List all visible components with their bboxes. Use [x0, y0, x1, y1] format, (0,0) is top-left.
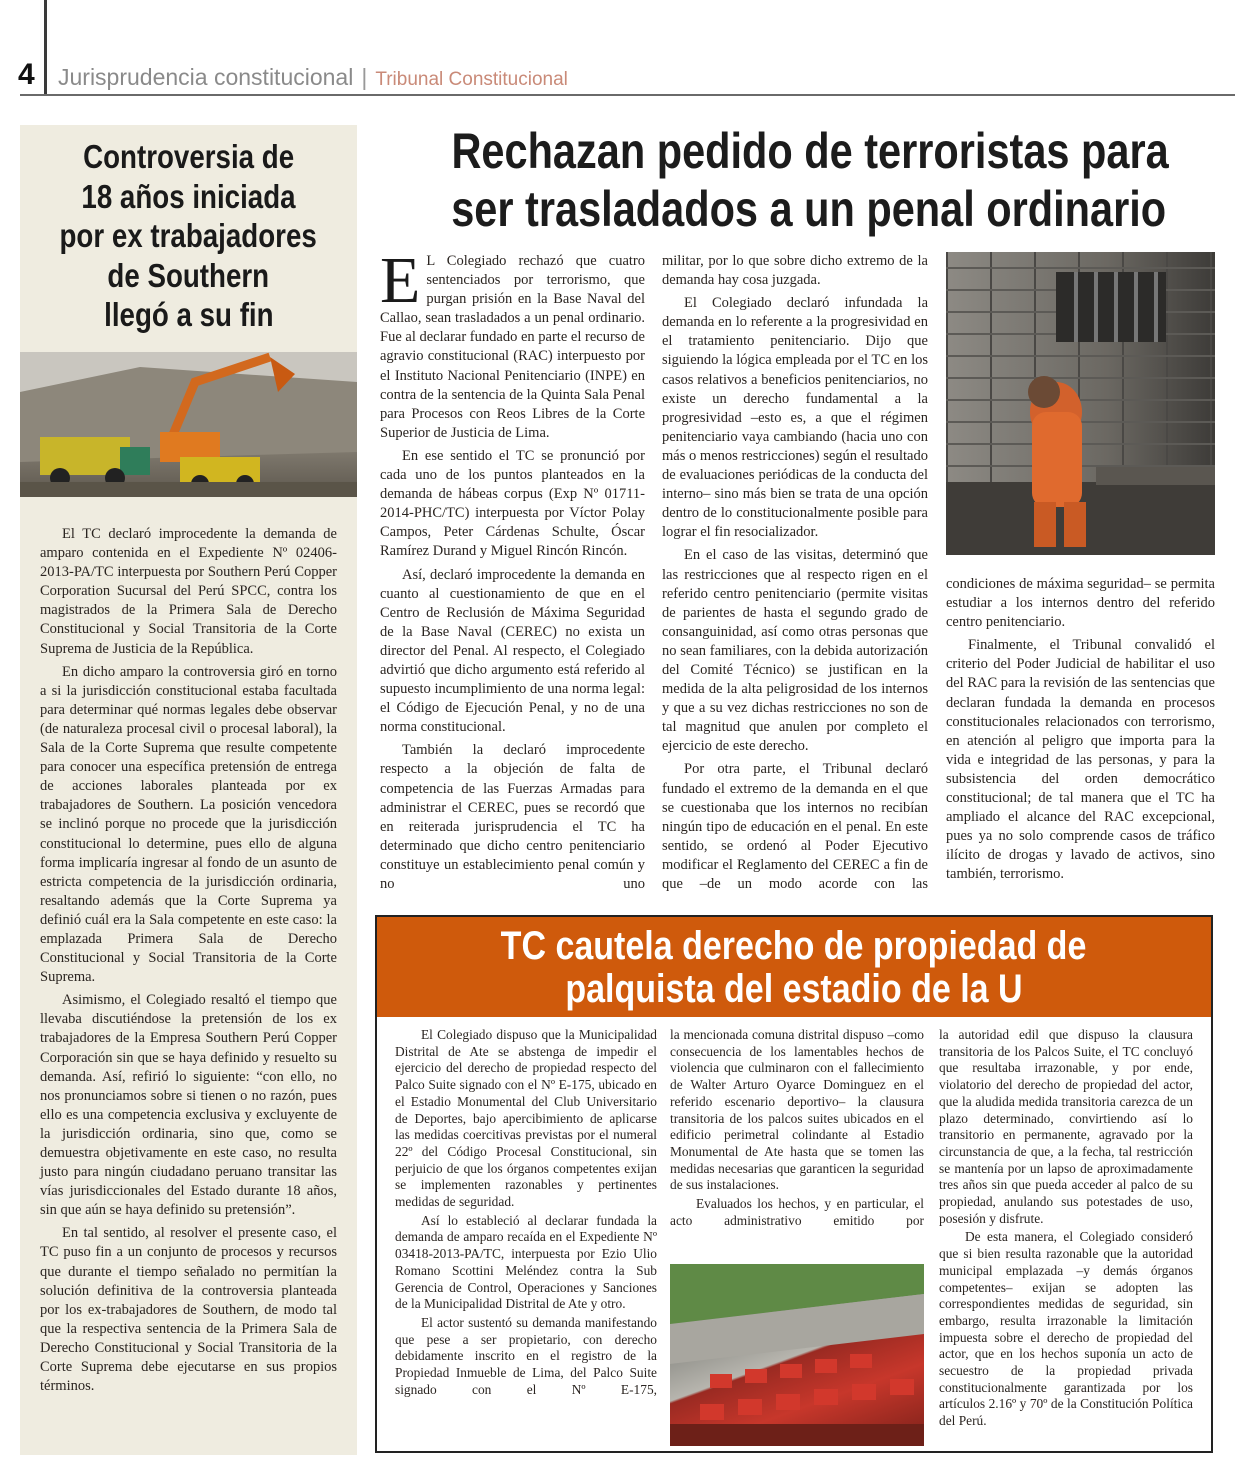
- boxed-article-header: [377, 917, 1211, 1017]
- paragraph: [380, 244, 645, 443]
- headline-line: ser trasladados a un penal ordinario: [451, 181, 1167, 237]
- headline-line: palquista del estadio de la U: [565, 967, 1023, 1011]
- headline-line: Rechazan pedido de terroristas para: [451, 123, 1169, 179]
- drop-cap: E: [380, 244, 421, 317]
- prisoner-photo: [946, 252, 1215, 555]
- section-subtitle: Tribunal Constitucional: [375, 69, 568, 90]
- paragraph: Finalmente, el Tribunal convalidó el criterio del Poder Judicial de habilitar el uso del RAC para la revisión de las sentencias que declaran fundada la demanda en procesos constitucionales relacionados con terrorismo, en atención al peligro que importa para la vida e integridad de las personas, y para la subsistencia del orden democrático constitucional; de tal manera que el TC ha ampliado el alcance del RAC excepcional, pues ya no solo comprende casos de tráfico ilícito de drogas y lavado de activos, sino también, terrorismo.: [946, 637, 1215, 883]
- boxed-article-headline: [377, 925, 1211, 1011]
- paragraph: El Colegiado dispuso que la Municipalidad Distrital de Ate se abstenga de impedir el ejercicio del derecho de propiedad respecto del Palco Suite signado con el Nº E-175, ubicado en el Estadio Monumental del Club Universitario de Deportes, bajo apercibimiento de aplicarse las medidas coercitivas previstas por el numeral 22º del Código Procesal Constitucional, sin perjuicio de que los órganos competentes exijan se implementen razonables y pertinentes medidas de seguridad.: [395, 1027, 657, 1210]
- boxed-article: [375, 915, 1213, 1453]
- paragraph: También la declaró improcedente respecto a la objeción de falta de competencia de las Fuerzas Armadas para administrar el CEREC, pues se recordó que en reiterada jurisprudencia el TC ha determinado que dicho centro penitenciario constituye un establecimiento penal común y no uno: [380, 742, 645, 892]
- paragraph: la autoridad edil que dispuso la clausura transitoria de los Palcos Suite, el TC concluyó que resultaba irrazonable, y por ende, violatorio del derecho de propiedad del actor, que la aludida medida transitoria carezca de un plazo determinado, convirtiendo así lo transitorio en permanente, agravado por la circunstancia de que, a la fecha, tal restricción se mantenía por un lapso de aproximadamente tres años sin que pueda acceder al palco de su propiedad, anulando sus potestades de uso, posesión y disfrute.: [939, 1027, 1193, 1226]
- main-article-column-1: [380, 244, 645, 894]
- header-vertical-rule: [44, 0, 47, 96]
- header-rule: [20, 94, 1235, 96]
- boxed-article-column-3: [939, 1027, 1193, 1430]
- paragraph: condiciones de máxima seguridad– se permita estudiar a los internos dentro del referido centro penitenciario.: [946, 576, 1215, 631]
- paragraph: Así lo estableció al declarar fundada la demanda de amparo recaída en el Expediente Nº 03418-2013-PA/TC, interpuesta por Ezio Ulio Romano Scottini Meléndez contra la Sub Gerencia de Control, Operaciones y Sanciones de la Municipalidad Distrital de Ate y otro.: [395, 1212, 657, 1312]
- section-separator: |: [361, 64, 368, 90]
- boxed-article-column-2: [670, 1027, 924, 1229]
- boxed-article-column-1: [395, 1027, 657, 1398]
- paragraph: Así, declaró improcedente la demanda en cuanto al cuestionamiento de que en el Centro de Reclusión de Máxima Seguridad de la Base Naval (CEREC) no exista un director del Penal. Al respecto, el Colegiado advirtió que dicho argumento está referido al supuesto incumplimiento de una norma legal: el Código de Ejecución Penal, y no de una norma constitucional.: [380, 566, 645, 736]
- headline-line: 18 años iniciada: [81, 177, 296, 215]
- paragraph: Por otra parte, el Tribunal declaró fundado el extremo de la demanda en el que se cuestionaba que los internos no recibían ningún tipo de educación en el penal. En este sentido, se ordenó al Poder Ejecutivo modificar el Reglamento del CEREC a fin de que –de un modo acorde con las: [662, 761, 928, 892]
- sidebar-body: [40, 525, 337, 1396]
- section-title: Jurisprudencia constitucional: [58, 64, 354, 90]
- paragraph: En ese sentido el TC se pronunció por cada uno de los puntos planteados en la demanda de hábeas corpus (Exp Nº 01711-2014-PHC/TC) interpuesta por Víctor Polay Campos, Peter Cárdenas Schulte, Óscar Ramírez Durand y Miguel Rincón Rincón.: [380, 447, 645, 560]
- page-number: 4: [18, 58, 35, 91]
- headline-line: llegó a su fin: [103, 296, 274, 333]
- paragraph: El actor sustentó su demanda manifestando que pese a ser propietario, con derecho debidamente inscrito en el registro de la Propiedad Inmueble de Lima, del Palco Suite signado con el Nº E-175,: [395, 1314, 657, 1397]
- headline-line: TC cautela derecho de propiedad de: [501, 924, 1087, 968]
- paragraph: militar, por lo que sobre dicho extremo de la demanda hay cosa juzgada.: [662, 253, 928, 289]
- headline-line: por ex trabajadores: [59, 217, 318, 254]
- stadium-illustration: [670, 1264, 924, 1446]
- paragraph: El Colegiado declaró infundada la demanda en lo referente a la progresividad en el tratamiento penitenciario. Dijo que siguiendo la lógica empleada por el TC en los casos relativos a beneficios penitenciarios, no existe un derecho fundamental a la progresividad –esto es, a que el régimen penitenciario vaya cambiando (hacia uno con más o menos restricciones) según el resultado de evaluaciones periódicas de la conducta del interno– sino más bien se trata de una opción dentro de lo constitucionalmente posible para lograr el fin resocializador.: [662, 295, 928, 541]
- paragraph: El TC declaró improcedente la demanda de amparo contenida en el Expediente Nº 02406-2013-PA/TC interpuesta por Southern Perú Copper Corporation Sucursal del Perú SPCC, contra los magistrados de la Primera Sala de Derecho Constitucional y Social Transitoria de la Corte Suprema de Justicia de la República.: [40, 526, 337, 657]
- paragraph: En dicho amparo la controversia giró en torno a si la jurisdicción constitucional estaba facultada para determinar qué normas legales debe observar (de naturaleza procesal civil o procesal laboral), la Sala de la Corte Suprema que resulte competente para conocer una específica pretensión de entrega de acciones laborales planteada por ex trabajadores de Southern. La posición vencedora se inclinó porque no procede que la jurisdicción constitucional lo determine, pues ello de alguna forma implicaría ingresar al fondo de un asunto de estricta competencia de la jurisdicción ordinaria, resaltando además que la Corte Suprema ya definió cuál era la Sala competente en este caso: la emplazada Primera Sala de Derecho Constitucional y Social Transitoria de la Corte Suprema.: [40, 663, 337, 986]
- headline-line: de Southern: [107, 256, 270, 294]
- sidebar-article: [20, 125, 357, 1455]
- prison-cell-illustration: [946, 252, 1215, 555]
- paragraph-text: L Colegiado rechazó que cuatro sentenciados por terrorismo, que purgan prisión en la Base Naval del Callao, sean trasladados a un penal ordinario. Fue al declarar fundado en parte el recurso de agravio constitucional (RAC) interpuesto por el Instituto Nacional Penitenciario (INPE) en contra de la sentencia de la Quinta Sala Penal para Procesos con Reos Libres de la Corte Superior de Justicia de Lima.: [380, 253, 645, 441]
- main-article-column-3: [946, 575, 1215, 885]
- sidebar-headline: [20, 137, 357, 335]
- headline-line: Controversia de: [82, 138, 295, 175]
- paragraph: Asimismo, el Colegiado resaltó el tiempo que llevaba discutiéndose la pretensión de los ex trabajadores de la Empresa Southern Perú Copper Corporación sin que se haya definido y resuelto su demanda. Así, refirió lo siguiente: “con ello, no nos pronunciamos sobre si tienen o no razón, pues ello es una competencia exclusiva y excluyente de la jurisdicción ordinaria, sino que, como se demuestra objetivamente en este caso, no resulta justo para ningún ciudadano peruano transitar las vías jurisdiccionales del Estado durante 18 años, sin que aún se haya definido su pretensión”.: [40, 992, 337, 1219]
- paragraph: Evaluados los hechos, y en particular, el acto administrativo emitido por: [670, 1196, 924, 1228]
- main-article-column-2: [662, 252, 928, 894]
- mining-trucks-photo: [20, 352, 357, 497]
- section-header: [58, 64, 568, 91]
- paragraph: En el caso de las visitas, determinó que las restricciones que al respecto rigen en el referido centro penitenciario (permite visitas de parientes de hasta el segundo grado de consanguinidad, así como otras personas que no sean familiares, con la debida autorización del Comité Técnico) se justifican en la medida de la alta peligrosidad de los internos y que a su vez dichas restricciones no son de tal magnitud que anulen por completo el ejercicio de este derecho.: [662, 547, 928, 755]
- main-headline: [378, 122, 1218, 238]
- paragraph: De esta manera, el Colegiado consideró que si bien resulta razonable que la autoridad municipal emplazada –y demás órganos competentes– exijan se adopten las correspondientes medidas de seguridad, sin embargo, resulta irrazonable la limitación impuesta sobre el derecho de propiedad del actor, que en los hechos suponía un acto de secuestro de la propiedad privada constitucionalmente garantizada por los artículos 2.16º y 70º de la Constitución Política del Perú.: [939, 1229, 1193, 1429]
- paragraph: En tal sentido, al resolver el presente caso, el TC puso fin a un conjunto de procesos y recursos que durante el tiempo señalado no permitían la solución definitiva de la controversia planteada por los ex-trabajadores de Southern, de modo tal que la respectiva sentencia de la Primera Sala de Derecho Constitucional y Social Transitoria de la Corte Suprema debe ejecutarse en sus propios términos.: [40, 1225, 337, 1395]
- paragraph: la mencionada comuna distrital dispuso –como consecuencia de los lamentables hechos de violencia que culminaron con el fallecimiento de Walter Arturo Oyarce Dominguez en el referido escenario deportivo– la clausura transitoria de los palcos suites ubicados en el edificio perimetral colindante al Estadio Monumental de Ate hasta que se tomen las medidas necesarias que garanticen la seguridad de sus instalaciones.: [670, 1027, 924, 1193]
- mining-scene-illustration: [20, 352, 357, 497]
- stadium-seats-photo: [670, 1264, 924, 1446]
